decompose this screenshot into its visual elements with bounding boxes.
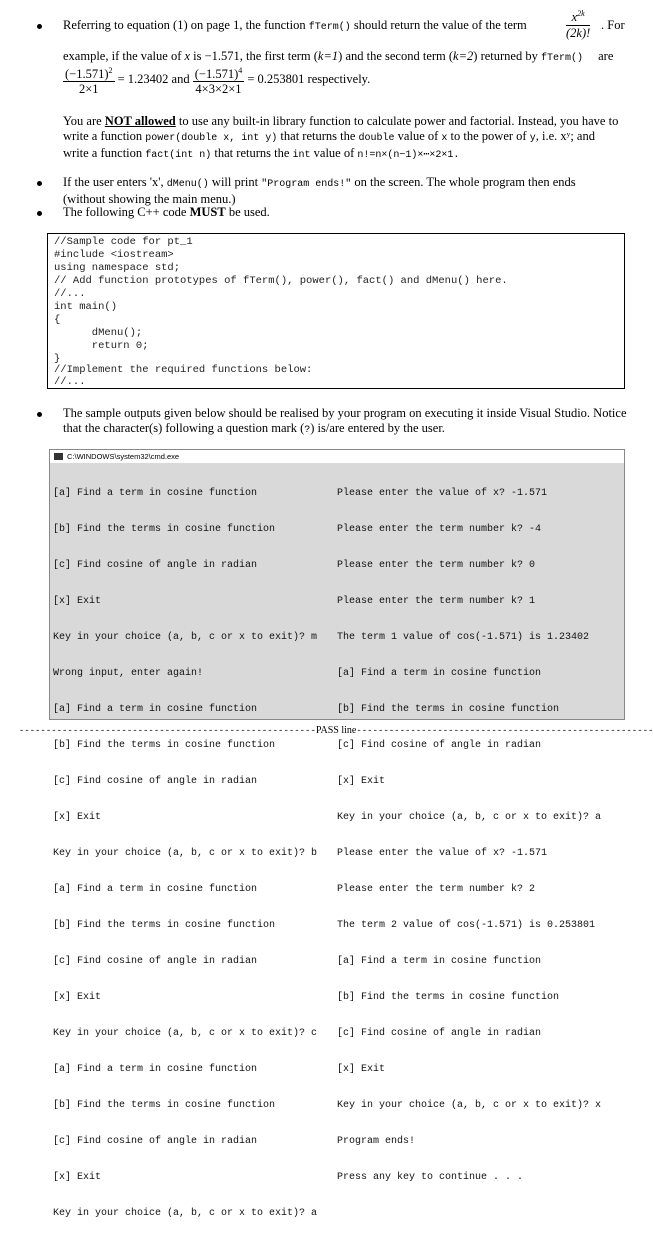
- console-line: [a] Find a term in cosine function: [53, 704, 258, 715]
- bullet-marker: [37, 412, 42, 417]
- console-line: [a] Find a term in cosine function: [337, 956, 542, 967]
- code-line: #include <iostream>: [54, 249, 174, 261]
- console-line: [a] Find a term in cosine function: [53, 884, 258, 895]
- code-line: }: [54, 353, 61, 365]
- pass-line-divider: -------------------------------------------------------PASS line-------------------------------------------------------: [18, 725, 653, 736]
- bullet-marker: [37, 181, 42, 186]
- code-line: dMenu();: [54, 327, 143, 339]
- console-line: [b] Find the terms in cosine function: [53, 740, 276, 751]
- console-line: [c] Find cosine of angle in radian: [53, 956, 258, 967]
- not-allowed-emphasis: NOT allowed: [104, 114, 176, 128]
- console-line: [a] Find a term in cosine function: [53, 1064, 258, 1075]
- bullet3-text: The following C++ code MUST be used.: [63, 205, 270, 219]
- code-line: //Implement the required functions below:: [54, 364, 313, 376]
- console-line: [x] Exit: [337, 1064, 386, 1075]
- console-output-right: [337, 464, 601, 1208]
- console-line: [x] Exit: [53, 992, 102, 1003]
- console-line: [b] Find the terms in cosine function: [337, 992, 560, 1003]
- code-line: return 0;: [54, 340, 149, 352]
- console-line: Press any key to continue . . .: [337, 1172, 524, 1183]
- console-line: [x] Exit: [53, 596, 102, 607]
- example-fractions: $\frac{(-1.571)^2}{2\times 1}$ = 1.23402 and $\frac{(-1.571)^4}{4\times 3\times 2\times 1}$ = 0.253801 respectively.: [65, 66, 371, 97]
- console-line: [c] Find cosine of angle in radian: [337, 1028, 542, 1039]
- console-line: [c] Find cosine of angle in radian: [53, 560, 258, 571]
- console-title: C:\WINDOWS\system32\cmd.exe: [67, 452, 180, 461]
- console-line: The term 1 value of cos(-1.571) is 1.23402: [337, 632, 590, 643]
- console-line: Please enter the term number k? 0: [337, 560, 536, 571]
- code-line: {: [54, 314, 61, 326]
- bullet2-text: If the user enters 'x', dMenu() will print "Program ends!" on the screen. The whole program then ends (without showing the main menu.): [63, 175, 576, 206]
- console-line: Please enter the term number k? 2: [337, 884, 536, 895]
- console-line: Please enter the term number k? -4: [337, 524, 542, 535]
- bullet1-line1: Referring to equation (1) on page 1, the function fTerm() should return the value of the term: [63, 18, 527, 33]
- console-line: Key in your choice (a, b, c or x to exit)? b: [53, 848, 318, 859]
- bullet4-text: The sample outputs given below should be realised by your program on executing it inside Visual Studio. Notice that the character(s) following a question mark (?) is/are entered by the user.: [63, 406, 627, 436]
- console-line: Please enter the term number k? 1: [337, 596, 536, 607]
- code-line: //...: [54, 288, 86, 300]
- console-line: [c] Find cosine of angle in radian: [53, 776, 258, 787]
- code-fterm: fTerm(): [308, 22, 351, 33]
- console-line: Please enter the value of x? -1.571: [337, 488, 548, 499]
- console-line: [a] Find a term in cosine function: [337, 668, 542, 679]
- console-line: [x] Exit: [337, 776, 386, 787]
- code-line: // Add function prototypes of fTerm(), power(), fact() and dMenu() here.: [54, 275, 508, 287]
- console-line: Key in your choice (a, b, c or x to exit)? a: [337, 812, 602, 823]
- console-line: [b] Find the terms in cosine function: [53, 524, 276, 535]
- console-line: [b] Find the terms in cosine function: [337, 704, 560, 715]
- console-line: [c] Find cosine of angle in radian: [337, 740, 542, 751]
- bullet1-line1-end: . For: [601, 18, 625, 32]
- console-line: [x] Exit: [53, 1172, 102, 1183]
- sample-code-box: [47, 233, 625, 389]
- fraction-second-term: $\frac{(-1.571)^4}{4\times 3\times 2\times 1}$: [194, 66, 243, 97]
- console-line: [b] Find the terms in cosine function: [53, 920, 276, 931]
- console-line: Please enter the value of x? -1.571: [337, 848, 548, 859]
- console-line: The term 2 value of cos(-1.571) is 0.253801: [337, 920, 596, 931]
- fraction-first-term: $\frac{(-1.571)^2}{2\times 1}$: [65, 66, 113, 97]
- code-line: int main(): [54, 301, 118, 313]
- code-line: using namespace std;: [54, 262, 181, 274]
- rules-paragraph: You are NOT allowed to use any built-in library function to calculate power and factorial. Instead, you have to write a function power(double x, int y) that returns the double value of x to the power of y, i.e. xʸ; and write a function fact(int n) that returns the int value of n!=n×(n−1)×⋯×2×1.: [63, 114, 619, 161]
- code-line: //...: [54, 376, 86, 388]
- code-line: //Sample code for pt_1: [54, 236, 193, 248]
- bullet-marker: [37, 211, 42, 216]
- term-fraction: $x^{2k}$ (2k)!: [566, 6, 590, 41]
- terminal-icon: [54, 453, 63, 460]
- bullet-marker: [37, 24, 42, 29]
- console-title-bar: [50, 450, 624, 463]
- console-line: [c] Find cosine of angle in radian: [53, 1136, 258, 1147]
- pass-line-label: PASS line: [315, 725, 357, 736]
- console-output-left: [53, 464, 317, 1244]
- console-line: Key in your choice (a, b, c or x to exit)? m: [53, 632, 318, 643]
- console-line: [x] Exit: [53, 812, 102, 823]
- console-line: Key in your choice (a, b, c or x to exit)? a: [53, 1208, 318, 1219]
- console-line: Key in your choice (a, b, c or x to exit)? x: [337, 1100, 602, 1111]
- console-line: Wrong input, enter again!: [53, 668, 204, 679]
- console-line: [a] Find a term in cosine function: [53, 488, 258, 499]
- console-line: [b] Find the terms in cosine function: [53, 1100, 276, 1111]
- bullet1-line2: example, if the value of x is −1.571, the first term (k=1) and the second term (k=2) returned by fTerm() are: [63, 49, 614, 64]
- console-line: Program ends!: [337, 1136, 416, 1147]
- console-line: Key in your choice (a, b, c or x to exit)? c: [53, 1028, 318, 1039]
